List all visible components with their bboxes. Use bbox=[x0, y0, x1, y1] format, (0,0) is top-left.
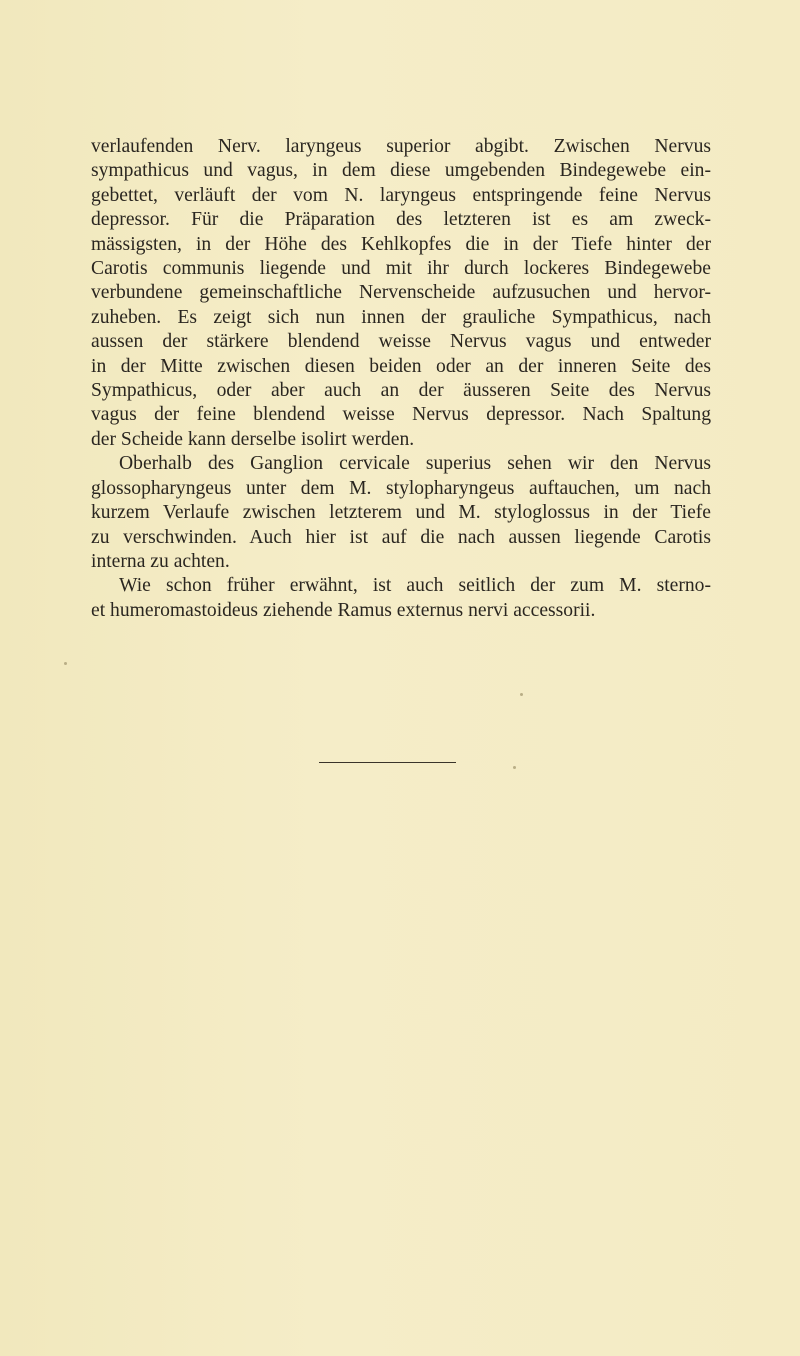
text-line: mässigsten, in der Höhe des Kehlkopfes die in der Tiefe hinter der bbox=[91, 233, 711, 255]
paper-speck bbox=[513, 766, 516, 769]
text-line: Carotis communis liegende und mit ihr durch lockeres Bindegewebe bbox=[91, 258, 711, 280]
section-divider-rule bbox=[319, 762, 456, 763]
text-line: sympathicus und vagus, in dem diese umgebenden Bindegewebe ein- bbox=[91, 160, 711, 182]
text-line: verbundene gemeinschaftliche Nervenscheide aufzusuchen und hervor- bbox=[91, 282, 711, 304]
paragraph-2 bbox=[91, 452, 711, 574]
text-line: aussen der stärkere blendend weisse Nervus vagus und entweder bbox=[91, 331, 711, 353]
text-line: in der Mitte zwischen diesen beiden oder an der inneren Seite des bbox=[91, 355, 711, 377]
text-line: et humeromastoideus ziehende Ramus externus nervi accessorii. bbox=[91, 599, 596, 621]
text-line: gebettet, verläuft der vom N. laryngeus entspringende feine Nervus bbox=[91, 184, 711, 206]
body-text bbox=[91, 135, 711, 623]
text-line: Oberhalb des Ganglion cervicale superius sehen wir den Nervus bbox=[119, 453, 711, 475]
text-line: kurzem Verlaufe zwischen letzterem und M. styloglossus in der Tiefe bbox=[91, 502, 711, 524]
paragraph-3 bbox=[91, 574, 711, 623]
text-line: interna zu achten. bbox=[91, 550, 230, 572]
paper-speck bbox=[64, 662, 67, 665]
paper-speck bbox=[520, 693, 523, 696]
text-line: Wie schon früher erwähnt, ist auch seitlich der zum M. sterno- bbox=[119, 575, 711, 597]
text-line: vagus der feine blendend weisse Nervus depressor. Nach Spaltung bbox=[91, 404, 711, 426]
text-line: zuheben. Es zeigt sich nun innen der grauliche Sympathicus, nach bbox=[91, 306, 711, 328]
text-line: zu verschwinden. Auch hier ist auf die nach aussen liegende Carotis bbox=[91, 526, 711, 548]
text-line: der Scheide kann derselbe isolirt werden. bbox=[91, 428, 415, 450]
text-line: depressor. Für die Präparation des letzteren ist es am zweck- bbox=[91, 209, 711, 231]
text-line: Sympathicus, oder aber auch an der äusseren Seite des Nervus bbox=[91, 380, 711, 402]
text-line: glossopharyngeus unter dem M. stylopharyngeus auftauchen, um nach bbox=[91, 477, 711, 499]
paragraph-1 bbox=[91, 135, 711, 452]
text-line: verlaufenden Nerv. laryngeus superior abgibt. Zwischen Nervus bbox=[91, 136, 711, 157]
